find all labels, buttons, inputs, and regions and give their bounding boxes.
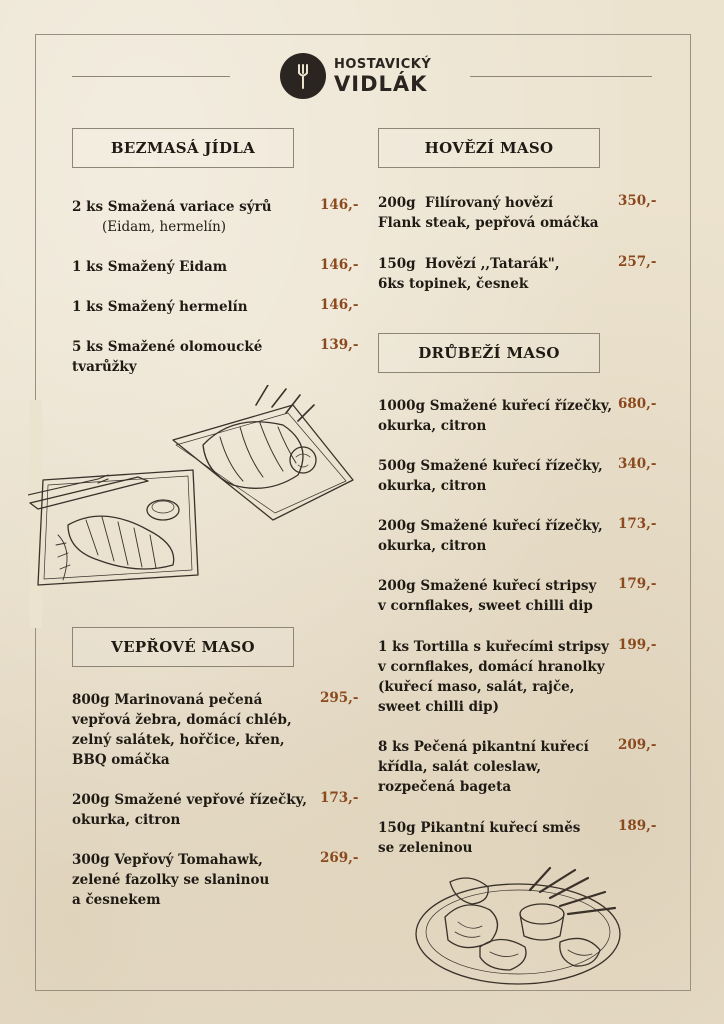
item-name: 300g Vepřový Tomahawk, zelené fazolky se slaninou a česnekem — [72, 852, 270, 908]
item-name: 200g Smažené kuřecí stripsy v cornflakes, sweet chilli dip — [378, 578, 597, 614]
item-name: 1 ks Smažený hermelín — [72, 299, 248, 315]
item-price: 146,- — [320, 197, 359, 213]
brand-line-1: HOSTAVICKÝ — [334, 56, 432, 72]
menu-item — [378, 516, 603, 556]
item-price: 189,- — [618, 818, 657, 834]
chicken-wings-illustration — [410, 862, 630, 990]
menu-item — [378, 737, 589, 797]
menu-item — [378, 818, 580, 858]
item-name: 1 ks Smažený Eidam — [72, 259, 228, 275]
menu-item — [378, 396, 612, 436]
section-title-hovezi: HOVĚZÍ MASO — [378, 128, 600, 168]
item-name: 200g Smažené vepřové řízečky, okurka, citron — [72, 792, 307, 828]
menu-item — [378, 576, 596, 616]
menu-item — [378, 637, 609, 717]
menu-item — [378, 193, 599, 233]
menu-item — [378, 456, 603, 496]
item-name: 1000g Smažené kuřecí řízečky, okurka, citron — [378, 398, 613, 434]
item-price: 146,- — [320, 297, 359, 313]
item-price: 269,- — [320, 850, 359, 866]
menu-item — [72, 257, 227, 277]
item-name: 200g Filírovaný hovězí Flank steak, pepřová omáčka — [378, 195, 599, 231]
item-name: 5 ks Smažené olomoucké tvarůžky — [72, 339, 263, 375]
meat-board-illustration — [28, 385, 358, 600]
menu-item — [72, 790, 307, 830]
item-price: 209,- — [618, 737, 657, 753]
menu-item — [72, 690, 292, 770]
section-title-drubezi: DRŮBEŽÍ MASO — [378, 333, 600, 373]
brand-line-2: VIDLÁK — [334, 71, 428, 96]
item-price: 295,- — [320, 690, 359, 706]
item-name: 1 ks Tortilla s kuřecími stripsy v cornflakes, domácí hranolky (kuřecí maso, salát, rajče, sweet chilli dip) — [378, 639, 610, 715]
section-title-bezmasa: BEZMASÁ JÍDLA — [72, 128, 294, 168]
item-price: 146,- — [320, 257, 359, 273]
item-price: 340,- — [618, 456, 657, 472]
menu-item — [72, 337, 262, 377]
header-rule-left — [72, 76, 230, 77]
item-price: 680,- — [618, 396, 657, 412]
section-title-veprove: VEPŘOVÉ MASO — [72, 627, 294, 667]
item-price: 173,- — [618, 516, 657, 532]
item-price: 257,- — [618, 254, 657, 270]
header-rule-right — [470, 76, 652, 77]
item-name: 150g Hovězí ,,Tatarák", 6ks topinek, česnek — [378, 256, 560, 292]
item-name: 150g Pikantní kuřecí směs se zeleninou — [378, 820, 581, 856]
menu-item — [72, 297, 248, 317]
item-price: 179,- — [618, 576, 657, 592]
item-name: 800g Marinovaná pečená vepřová žebra, domácí chléb, zelný salátek, hořčice, křen, BBQ omáčka — [72, 692, 292, 768]
fork-icon — [280, 53, 326, 99]
menu-item — [72, 850, 269, 910]
menu-item — [72, 197, 272, 237]
item-price: 199,- — [618, 637, 657, 653]
item-name: 2 ks Smažená variace sýrů — [72, 199, 272, 215]
brand-logo — [280, 53, 431, 99]
menu-item — [378, 254, 560, 294]
item-price: 350,- — [618, 193, 657, 209]
item-name: 500g Smažené kuřecí řízečky, okurka, citron — [378, 458, 603, 494]
item-name: 200g Smažené kuřecí řízečky, okurka, citron — [378, 518, 603, 554]
item-name: 8 ks Pečená pikantní kuřecí křídla, salát coleslaw, rozpečená bageta — [378, 739, 589, 795]
item-note: (Eidam, hermelín) — [102, 219, 227, 235]
item-price: 139,- — [320, 337, 359, 353]
item-price: 173,- — [320, 790, 359, 806]
